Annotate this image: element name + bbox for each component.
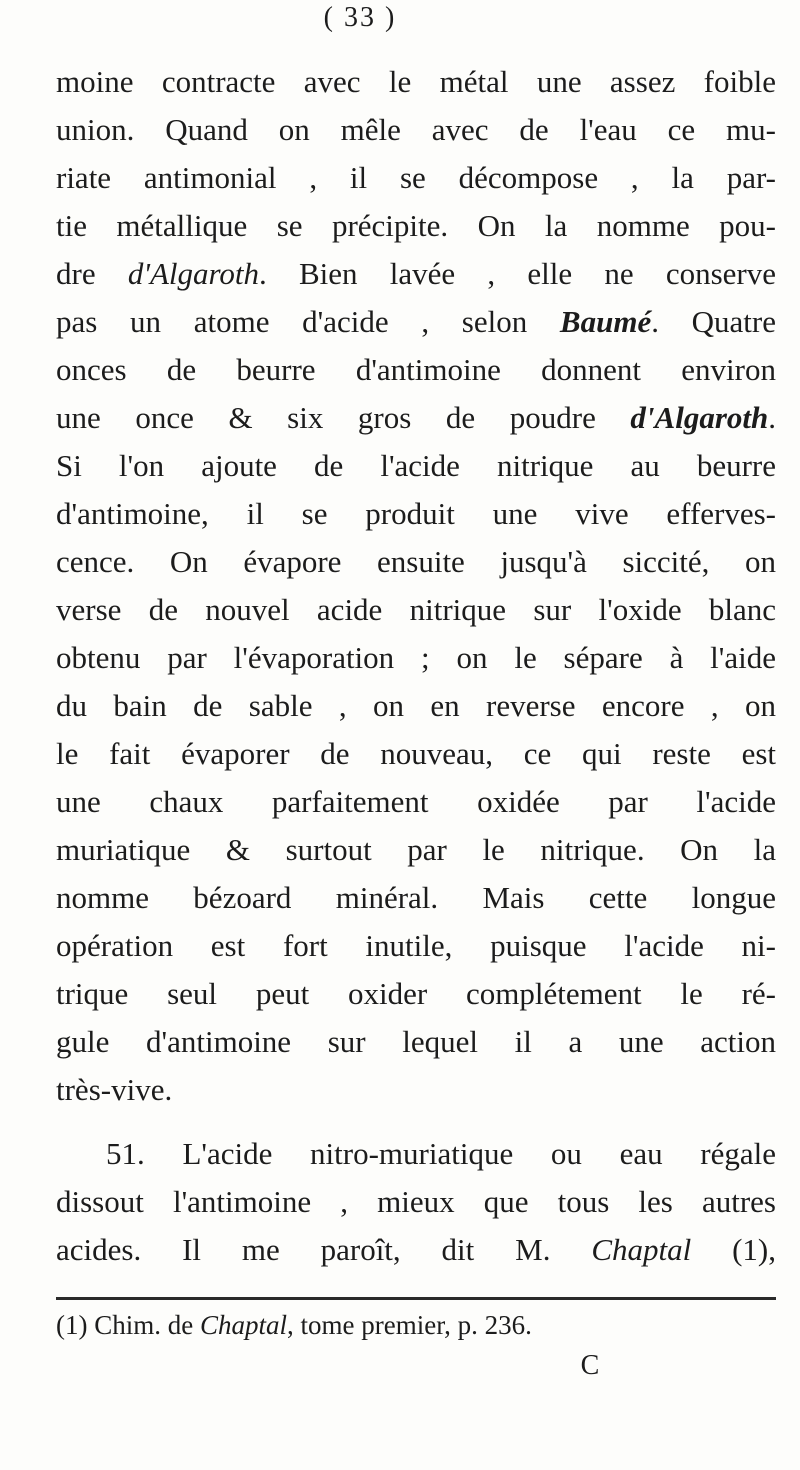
footnote: [56, 1308, 776, 1342]
text-span: (1) Chim. de: [56, 1310, 200, 1340]
text-line: Si l'on ajoute de l'acide nitrique au beurre: [56, 448, 776, 483]
text-line: cence. On évapore ensuite jusqu'à siccité, on: [56, 544, 776, 579]
text-line: le fait évaporer de nouveau, ce qui reste est: [56, 736, 776, 771]
text-line: du bain de sable , on en reverse encore , on: [56, 688, 776, 723]
text-line: trique seul peut oxider complétement le ré-: [56, 976, 776, 1011]
text-line: opération est fort inutile, puisque l'acide ni-: [56, 928, 776, 963]
text-line: muriatique & surtout par le nitrique. On la: [56, 832, 776, 867]
signature-mark: C: [580, 1350, 600, 1381]
text-line: verse de nouvel acide nitrique sur l'oxide blanc: [56, 592, 776, 627]
text-line: dissout l'antimoine , mieux que tous les autres: [56, 1184, 776, 1219]
text-line: 51. L'acide nitro-muriatique ou eau régale: [106, 1136, 776, 1171]
text-line: obtenu par l'évaporation ; on le sépare à l'aide: [56, 640, 776, 675]
page-number: ( 33 ): [323, 2, 397, 33]
text-span: (1),: [691, 1232, 776, 1267]
text-line: union. Quand on mêle avec de l'eau ce mu-: [56, 112, 776, 147]
text-span: . Bien lavée , elle ne conserve: [259, 256, 776, 291]
text-line: d'antimoine, il se produit une vive efferves-: [56, 496, 776, 531]
text-line: tie métallique se précipite. On la nomme pou-: [56, 208, 776, 243]
italic-term: d'Algaroth: [127, 256, 260, 291]
text-line: onces de beurre d'antimoine donnent environ: [56, 352, 776, 387]
text-line: [56, 302, 776, 342]
text-span: une once & six gros de poudre: [56, 400, 631, 435]
text-line: riate antimonial , il se décompose , la par-: [56, 160, 776, 195]
text-span: pas un atome d'acide , selon: [56, 304, 560, 339]
italic-term: Chaptal: [199, 1310, 287, 1340]
text-line: très-vive.: [56, 1072, 173, 1107]
text-line: moine contracte avec le métal une assez foible: [56, 64, 776, 99]
text-line: gule d'antimoine sur lequel il a une action: [56, 1024, 776, 1059]
text-line: nomme bézoard minéral. Mais cette longue: [56, 880, 776, 915]
text-line: une chaux parfaitement oxidée par l'acide: [56, 784, 776, 819]
text-span: acides. Il me paroît, dit M.: [56, 1232, 592, 1267]
text-span: dre: [56, 256, 128, 291]
text-line: [56, 254, 776, 294]
italic-term: Baumé: [559, 304, 652, 339]
text-line: [56, 1230, 776, 1270]
text-span: , tome premier, p. 236.: [287, 1310, 532, 1340]
italic-term: d'Algaroth: [630, 400, 769, 435]
text-span: . Quatre: [651, 304, 777, 339]
text-line: [56, 398, 776, 438]
footnote-rule: [56, 1297, 776, 1300]
italic-term: Chaptal: [591, 1232, 692, 1267]
text-span: .: [768, 400, 776, 435]
